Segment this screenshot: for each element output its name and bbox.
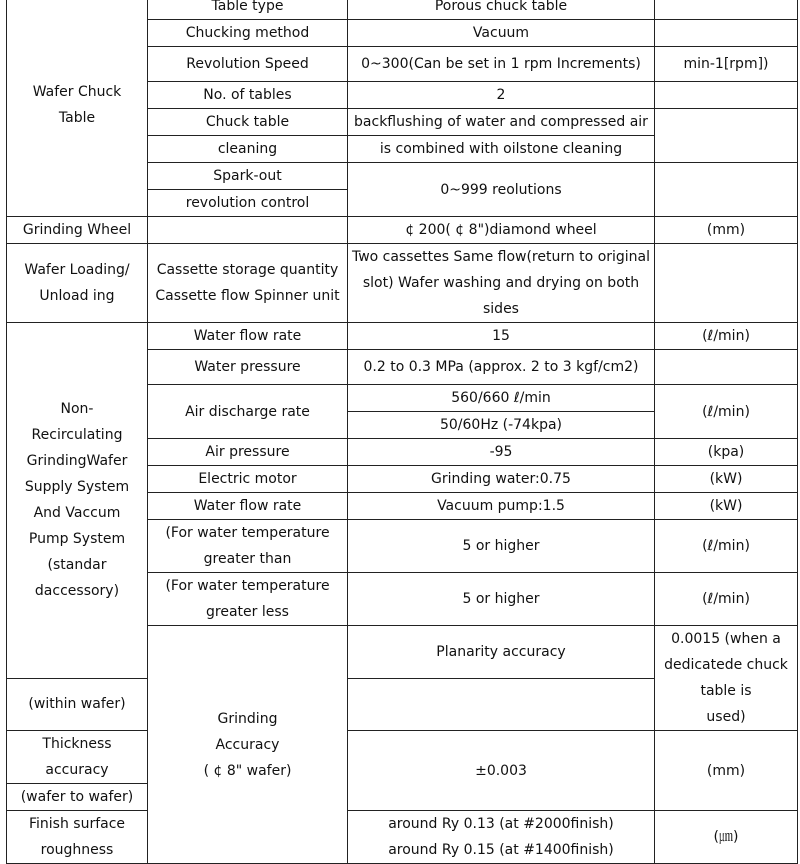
group-label: Accuracy [215,736,280,753]
spec-value [348,811,655,864]
spec-value-line: sides [483,301,519,317]
group-supply-system [7,323,148,679]
spec-label: Revolution Speed [148,47,348,82]
table-row [7,731,798,784]
group-label: daccessory) [34,583,120,600]
spec-value: 0~999 reolutions [348,163,655,217]
spec-value: ¢ 200( ¢ 8")diamond wheel [348,217,655,244]
spec-label: Air discharge rate [148,385,348,439]
group-label: Pump System [28,531,126,548]
spec-label-line: greater less [206,604,289,620]
spec-label: revolution control [148,190,348,217]
spec-unit [655,82,798,109]
spec-label: Electric motor [148,466,348,493]
spec-label-line: (For water temperature [165,578,330,594]
spec-label: No. of tables [148,82,348,109]
spec-label: Water flow rate [148,493,348,520]
group-grinding-wheel: Grinding Wheel [7,217,148,244]
spec-value-line: Two cassettes Same flow(return to original [351,249,651,265]
spec-label: cleaning [148,136,348,163]
group-grinding-accuracy [148,626,348,864]
spec-value: 2 [348,82,655,109]
spec-value-line: used) [706,709,746,725]
spec-label [148,217,348,244]
spec-unit: (ℓ/min) [655,323,798,350]
spec-label: Thickness accuracy [7,731,148,784]
group-label: Wafer Loading/ [24,262,130,278]
table-row [7,323,798,350]
group-label: Recirculating [31,427,123,444]
spec-unit: (kW) [655,466,798,493]
spec-value-line: 0.0015 (when a dedicatede chuck table is [664,631,788,699]
spec-unit: (ℓ/min) [655,573,798,626]
spec-label-line: greater than [203,551,292,567]
spec-unit [655,244,798,323]
spec-value: 0~300(Can be set in 1 rpm Increments) [348,47,655,82]
table-row [7,0,798,20]
spec-value-line: around Ry 0.13 (at #2000finish) [388,816,614,832]
spec-label: Finish surface roughness [7,811,148,864]
spec-label: Air pressure [148,439,348,466]
spec-unit: (kW) [655,493,798,520]
spec-value: 0.2 to 0.3 MPa (approx. 2 to 3 kgf/cm2) [348,350,655,385]
group-label: Wafer Chuck Table [32,83,122,126]
spec-value: Vacuum pump:1.5 [348,493,655,520]
group-label: Grinding [217,710,278,727]
spec-label-line: Cassette flow Spinner unit [155,288,340,304]
spec-value: Vacuum [348,20,655,47]
spec-label: Spark-out [148,163,348,190]
group-label: And Vaccum [33,505,121,522]
group-wafer-chuck-table [7,0,148,217]
group-label: Supply System [24,479,130,496]
spec-unit: min-1[rpm]) [655,47,798,82]
spec-value: 15 [348,323,655,350]
spec-value: backflushing of water and compressed air [348,109,655,136]
group-label: ( ¢ 8" wafer) [203,762,292,779]
spec-value: Porous chuck table [348,0,655,20]
spec-unit [655,0,798,20]
spec-unit: (ℓ/min) [655,520,798,573]
spec-value: Grinding water:0.75 [348,466,655,493]
spec-label: Chucking method [148,20,348,47]
spec-value [655,626,798,731]
spec-value: 5 or higher [348,520,655,573]
group-label: GrindingWafer [26,453,128,470]
group-label: Non- [60,401,94,418]
spec-label: Planarity accuracy [348,626,655,679]
spec-label: Water pressure [148,350,348,385]
table-row [7,244,798,323]
spec-value: ±0.003 [348,731,655,811]
spec-table [6,0,798,864]
spec-label [148,520,348,573]
spec-label [148,244,348,323]
spec-label: (wafer to wafer) [7,784,148,811]
spec-label-line: (For water temperature [165,525,330,541]
spec-unit: (kpa) [655,439,798,466]
spec-value [348,244,655,323]
group-label: (standar [47,557,107,574]
spec-value: 560/660 ℓ/min [348,385,655,412]
spec-value-line: around Ry 0.15 (at #1400finish) [388,842,614,858]
spec-unit [655,20,798,47]
spec-value: 5 or higher [348,573,655,626]
spec-value: is combined with oilstone cleaning [348,136,655,163]
spec-unit: (mm) [655,217,798,244]
table-row [7,811,798,864]
group-label: Unload ing [39,288,115,304]
table-row [7,217,798,244]
spec-label: (within wafer) [7,678,148,731]
spec-unit: (㎛) [655,811,798,864]
spec-unit: (mm) [655,731,798,811]
spec-label-line: Cassette storage quantity [156,262,339,278]
spec-unit: (ℓ/min) [655,385,798,439]
spec-unit [655,350,798,385]
group-wafer-loading [7,244,148,323]
spec-label: Water flow rate [148,323,348,350]
spec-value: 50/60Hz (-74kpa) [348,412,655,439]
spec-value: -95 [348,439,655,466]
spec-label: Table type [148,0,348,20]
spec-unit [655,109,798,163]
spec-label: Chuck table [148,109,348,136]
spec-value-line: slot) Wafer washing and drying on both [362,275,640,291]
spec-unit [655,163,798,217]
spec-label [148,573,348,626]
